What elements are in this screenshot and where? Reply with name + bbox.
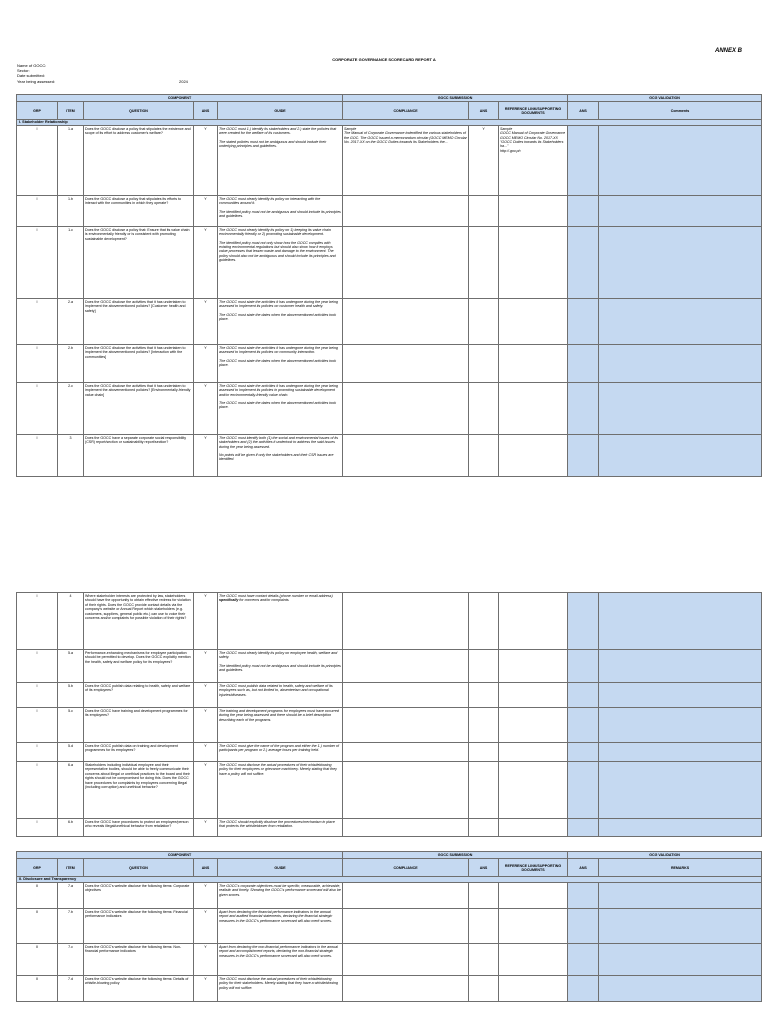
submission-ans-cell[interactable]: [469, 593, 499, 650]
ans-cell: Y: [194, 743, 218, 762]
validation-ans-cell: [568, 819, 599, 837]
question-cell: Does the GOCC's website disclose the following items: Corporate objectives: [84, 882, 194, 908]
grp-header: GRP: [17, 859, 58, 877]
guide-paragraph: Apart from declaring the non-financial performance indicators in the annual report and accomplishment reports, declaring the non-financial strategic measures in the GOCC's performance scorecard will also merit scores.: [219, 944, 338, 958]
compliance-cell[interactable]: [343, 882, 469, 908]
validation-ans-header: ANS: [568, 102, 599, 120]
validation-comments-cell: [599, 943, 762, 975]
guide-paragraph: The identified policy must not only show how the GOCC complies with existing environmental regulations but should also show how it employs value processes that lessen waste and damage to the environment. The policy should also not be ambiguous and should include its principles and guidelines.: [219, 240, 336, 263]
guide-cell: [218, 683, 343, 708]
guide-cell: [218, 943, 343, 975]
item-cell: 5.a: [58, 650, 84, 683]
submission-ans-cell[interactable]: Y: [469, 125, 499, 195]
table-row: [17, 593, 762, 650]
compliance-cell[interactable]: Sample The Manual of Corporate Governance indentified the various stakeholders of the GOC. The GOCC issued a memorandum circular (GOCC MEMO Circular No. 2017-XX on the GOCC Duties towards its Stakeholders the...: [343, 125, 469, 195]
table-row: [17, 882, 762, 908]
validation-ans-cell: [568, 382, 599, 434]
grp-cell: I: [17, 195, 58, 226]
submission-ans-header: ANS: [469, 859, 499, 877]
submission-ans-cell[interactable]: [469, 298, 499, 344]
item-cell: 6.a: [58, 762, 84, 819]
submission-ans-cell[interactable]: [469, 195, 499, 226]
item-cell: 2.c: [58, 382, 84, 434]
validation-ans-cell: [568, 298, 599, 344]
item-cell: 1.b: [58, 195, 84, 226]
table-row: [17, 975, 762, 1001]
item-cell: 4: [58, 593, 84, 650]
compliance-cell[interactable]: [343, 226, 469, 298]
guide-paragraph: The GOCC's corporate objectives must be specific, measurable, achievable, realistic and timely. Showing the GOCC's performance scorecard will also be given scores.: [219, 883, 341, 897]
question-cell: Does the GOCC disclose the activities that it has undertaken to implement the abovementioned policies? [Interaction with the communities]: [84, 344, 194, 382]
table-row: [17, 226, 762, 298]
question-cell: Does the GOCC have a separate corporate social responsibility (CSR) report/section or sustainability report/section?: [84, 434, 194, 476]
guide-cell: [218, 819, 343, 837]
compliance-cell[interactable]: [343, 819, 469, 837]
reference-cell[interactable]: [499, 195, 568, 226]
ans-cell: Y: [194, 344, 218, 382]
validation-ans-cell: [568, 226, 599, 298]
submission-ans-cell[interactable]: [469, 882, 499, 908]
grp-cell: I: [17, 743, 58, 762]
guide-paragraph: No points will be given if only the stakeholders and their CSR issues are identified.: [219, 453, 334, 462]
ans-cell: Y: [194, 819, 218, 837]
ans-cell: Y: [194, 908, 218, 943]
question-cell: Does the GOCC disclose the activities that it has undertaken to implement the abovementioned policies? [Customer health and safety]: [84, 298, 194, 344]
guide-paragraph: The identified policy must not be ambiguous and should include its principles and guidelines.: [219, 663, 341, 673]
grp-cell: I: [17, 650, 58, 683]
item-cell: 1.a: [58, 125, 84, 195]
reference-cell[interactable]: [499, 344, 568, 382]
annex-label: ANNEX B: [714, 48, 742, 54]
question-header: QUESTION: [84, 859, 194, 877]
guide-paragraph: The GOCC must state the activities it has undergone during the year being assessed to implement its policies on customer health and safety.: [219, 299, 338, 309]
section-title: I. Stakeholder Relationship: [17, 120, 762, 125]
gcg-validation-group-header: GCG VALIDATION: [568, 95, 762, 102]
meta-year-assessed: [17, 78, 188, 84]
validation-comments-cell: [599, 125, 762, 195]
validation-comments-cell: [599, 743, 762, 762]
validation-comments-cell: [599, 434, 762, 476]
guide-paragraph: The GOCC must disclose the actual procedures of their whistleblowing policy for their stakeholders. Merely stating that they have a whistleblowing policy will not suffice.: [219, 976, 338, 990]
gocc-submission-group-header: GOCC SUBMISSION: [343, 95, 568, 102]
ans-cell: Y: [194, 125, 218, 195]
submission-ans-cell[interactable]: [469, 650, 499, 683]
validation-ans-cell: [568, 650, 599, 683]
reference-cell[interactable]: [499, 708, 568, 743]
guide-paragraph: The GOCC must have contact details (phone number or email address) specifically for concerns and/or complaints.: [219, 594, 333, 603]
ans-header: ANS: [194, 102, 218, 120]
table3-header: [17, 852, 762, 883]
submission-ans-cell[interactable]: [469, 762, 499, 819]
reference-cell[interactable]: [499, 762, 568, 819]
question-cell: Does the GOCC's website disclose the following items: Financial performance indicators: [84, 908, 194, 943]
table3-body: [17, 882, 762, 1001]
guide-header: GUIDE: [218, 102, 343, 120]
question-cell: Does the GOCC publish data on training and development programmes for its employees?: [84, 743, 194, 762]
grp-cell: I: [17, 708, 58, 743]
validation-ans-cell: [568, 434, 599, 476]
item-cell: 7.a: [58, 882, 84, 908]
guide-paragraph: The GOCC must publish data related to health, safety and welfare of its employees such as, but not limited to, absenteeism and occupational injuries/diseases.: [219, 684, 333, 697]
validation-comments-cell: [599, 819, 762, 837]
guide-cell: [218, 195, 343, 226]
reference-cell[interactable]: [499, 298, 568, 344]
section-title: II. Disclosure and Transparency: [17, 877, 762, 882]
table-row: [17, 434, 762, 476]
table-row: [17, 382, 762, 434]
validation-comments-cell: [599, 708, 762, 743]
guide-cell: [218, 743, 343, 762]
meta-year-label: Year being assessed:: [17, 78, 56, 84]
grp-cell: I: [17, 344, 58, 382]
question-cell: Performance-enhancing mechanisms for employee participation should be permitted to develop. Does the GOCC explicitly mention the health, safety and welfare policy for its employees?: [84, 650, 194, 683]
grp-cell: I: [17, 298, 58, 344]
report-title: CORPORATE GOVERNANCE SCORECARD REPORT A: [332, 57, 436, 62]
table-row: [17, 762, 762, 819]
guide-paragraph: The training and development programs for employees must have occurred during the year being assessed and there should be a brief description describing each of the programs.: [219, 709, 339, 722]
item-header: ITEM: [58, 859, 84, 877]
ans-cell: Y: [194, 762, 218, 819]
question-cell: Where stakeholder interests are protected by law, stakeholders should have the opportunity to obtain effective redress for violation of their rights. Does the GOCC provide contact details via the company's website or Annual Report which stakeholders (e.g. customers, suppliers, general public etc.) can use to voice their concerns and/or complaints for possible violation of their rights?: [84, 593, 194, 650]
question-cell: Does the GOCC disclose the activities that it has undertaken to implement the abovementioned policies? [Environmentally-friendly value chain]: [84, 382, 194, 434]
submission-ans-cell[interactable]: [469, 743, 499, 762]
grp-header: GRP: [17, 102, 58, 120]
validation-ans-cell: [568, 882, 599, 908]
table-row: [17, 908, 762, 943]
compliance-cell[interactable]: [343, 683, 469, 708]
item-cell: 7.b: [58, 908, 84, 943]
reference-cell[interactable]: [499, 908, 568, 943]
guide-paragraph: The GOCC must 1.) identify its stakeholders and 2.) state the policies that were created for the welfare of its customers.: [219, 126, 337, 136]
question-cell: Stakeholders including individual employee and their representative bodies, should be able to freely communicate their concerns about illegal or unethical practices to the board and their rights should not be compromised for doing this. Does the GOCC have procedures for complaints by employees concerning illegal (including corruption) and unethical behavior?: [84, 762, 194, 819]
gocc-submission-group-header: GOCC SUBMISSION: [343, 852, 568, 859]
grp-cell: I: [17, 226, 58, 298]
guide-cell: [218, 882, 343, 908]
ans-cell: Y: [194, 683, 218, 708]
guide-paragraph: Apart from declaring the financial performance indicators in the annual report and audited financial statements, declaring the financial strategic measures in the GOCC's performance scorecard will also merit scores.: [219, 909, 333, 923]
meta-sector: Sector:: [17, 68, 30, 74]
guide-cell: [218, 382, 343, 434]
reference-cell[interactable]: [499, 683, 568, 708]
compliance-cell[interactable]: [343, 650, 469, 683]
submission-ans-cell[interactable]: [469, 975, 499, 1001]
grp-cell: I: [17, 819, 58, 837]
reference-cell[interactable]: [499, 226, 568, 298]
grp-cell: II: [17, 882, 58, 908]
compliance-cell[interactable]: [343, 743, 469, 762]
guide-paragraph: The GOCC must state the activities it has undergone during the year being assessed to implement its policies in promoting sustainable development and/or environmentally-friendly value chain.: [219, 383, 338, 397]
guide-paragraph: The GOCC must state the dates when the abovementioned activities took place.: [219, 401, 337, 410]
item-cell: 5.c: [58, 708, 84, 743]
table1-header: [17, 95, 762, 126]
meta-year-value: 2024: [179, 78, 188, 84]
compliance-cell[interactable]: [343, 382, 469, 434]
item-header: ITEM: [58, 102, 84, 120]
validation-ans-cell: [568, 593, 599, 650]
meta-gocc-name: Name of GOCC:: [17, 63, 47, 68]
guide-cell: [218, 434, 343, 476]
guide-cell: [218, 226, 343, 298]
ans-cell: Y: [194, 650, 218, 683]
reference-cell[interactable]: Sample GOCC Manual of Corporate Governance GOCC MEMO Circular No. 2017-XX "GOCC Duties towards its Stakeholders ha..." http://.gov.ph: [499, 125, 568, 195]
ans-cell: Y: [194, 593, 218, 650]
item-cell: 2.b: [58, 344, 84, 382]
guide-paragraph: The GOCC must clearly identify its policy on employee health, welfare and safety.: [219, 651, 338, 660]
validation-comments-cell: [599, 683, 762, 708]
guide-paragraph: The GOCC must state the dates when the abovementioned activities took place.: [219, 312, 337, 322]
submission-ans-cell[interactable]: [469, 819, 499, 837]
question-cell: Does the GOCC disclose a policy that stipulates the existence and scope of its effort to address customer's welfare?: [84, 125, 194, 195]
reference-cell[interactable]: [499, 650, 568, 683]
remarks-header: REMARKS: [599, 859, 762, 877]
reference-cell[interactable]: [499, 975, 568, 1001]
reference-cell[interactable]: [499, 743, 568, 762]
ans-cell: Y: [194, 434, 218, 476]
validation-ans-cell: [568, 975, 599, 1001]
grp-cell: II: [17, 908, 58, 943]
component-group-header: COMPONENT: [17, 95, 343, 102]
question-header: QUESTION: [84, 102, 194, 120]
ans-cell: Y: [194, 382, 218, 434]
question-cell: Does the GOCC have training and development programmes for its employees?: [84, 708, 194, 743]
guide-cell: [218, 298, 343, 344]
question-cell: Does the GOCC publish data relating to health, safety and welfare of its employees?: [84, 683, 194, 708]
compliance-cell[interactable]: [343, 908, 469, 943]
guide-paragraph: The GOCC must clearly identify its policy on interacting with the communities around it.: [219, 196, 321, 206]
compliance-cell[interactable]: [343, 708, 469, 743]
submission-ans-cell[interactable]: [469, 708, 499, 743]
guide-paragraph: The GOCC must state the dates when the abovementioned activities took place.: [219, 358, 337, 368]
item-cell: 6.b: [58, 819, 84, 837]
table-row: [17, 650, 762, 683]
validation-ans-cell: [568, 743, 599, 762]
table-row: [17, 125, 762, 195]
compliance-header: COMPLIANCE: [343, 102, 469, 120]
compliance-cell[interactable]: [343, 298, 469, 344]
compliance-cell[interactable]: [343, 975, 469, 1001]
validation-ans-cell: [568, 125, 599, 195]
item-cell: 7.c: [58, 943, 84, 975]
validation-comments-cell: [599, 298, 762, 344]
validation-comments-cell: [599, 195, 762, 226]
table-row: [17, 743, 762, 762]
scorecard-table-disclosure: [16, 851, 762, 1002]
validation-comments-cell: [599, 382, 762, 434]
guide-paragraph: The identified policy must not be ambiguous and should include its principles and guidelines.: [219, 209, 341, 219]
guide-paragraph: The GOCC should explicitly disclose the procedures/mechanism in place that protects the whistleblower from retaliation.: [219, 820, 335, 829]
submission-ans-cell[interactable]: [469, 382, 499, 434]
reference-cell[interactable]: [499, 943, 568, 975]
guide-cell: [218, 344, 343, 382]
question-cell: Does the GOCC disclose a policy that stipulates its efforts to interact with the communities in which they operate?: [84, 195, 194, 226]
ans-cell: Y: [194, 195, 218, 226]
submission-ans-cell[interactable]: [469, 908, 499, 943]
component-group-header: COMPONENT: [17, 852, 343, 859]
submission-ans-cell[interactable]: [469, 943, 499, 975]
validation-ans-cell: [568, 683, 599, 708]
table-row: [17, 298, 762, 344]
compliance-cell[interactable]: [343, 762, 469, 819]
submission-ans-cell[interactable]: [469, 434, 499, 476]
guide-paragraph: The stated policies must not be ambiguous and should include their underlying principles and guidelines.: [219, 139, 327, 149]
ans-cell: Y: [194, 226, 218, 298]
scorecard-table-stakeholders: [16, 94, 762, 477]
item-cell: 1.c: [58, 226, 84, 298]
guide-cell: [218, 708, 343, 743]
grp-cell: II: [17, 943, 58, 975]
grp-cell: I: [17, 382, 58, 434]
validation-comments-cell: [599, 593, 762, 650]
validation-comments-cell: [599, 650, 762, 683]
submission-ans-cell[interactable]: [469, 683, 499, 708]
ans-header: ANS: [194, 859, 218, 877]
reference-header: REFERENCE LINK/SUPPORTING DOCUMENTS: [499, 859, 568, 877]
compliance-cell[interactable]: [343, 344, 469, 382]
validation-comments-cell: [599, 882, 762, 908]
report-meta: [17, 63, 188, 84]
reference-header: REFERENCE LINK/SUPPORTING DOCUMENTS: [499, 102, 568, 120]
reference-cell[interactable]: [499, 434, 568, 476]
guide-paragraph: The GOCC must clearly identify its policy on 1) keeping its value chain environmentally friendly or 2) promoting sustainable development.: [219, 227, 331, 237]
item-cell: 2.a: [58, 298, 84, 344]
guide-cell: [218, 762, 343, 819]
grp-cell: I: [17, 125, 58, 195]
comments-header: Comments: [599, 102, 762, 120]
submission-ans-cell[interactable]: [469, 226, 499, 298]
table2-body: [17, 593, 762, 837]
compliance-cell[interactable]: [343, 434, 469, 476]
validation-ans-cell: [568, 708, 599, 743]
validation-ans-cell: [568, 762, 599, 819]
reference-cell[interactable]: [499, 882, 568, 908]
grp-cell: I: [17, 434, 58, 476]
compliance-header: COMPLIANCE: [343, 859, 469, 877]
item-cell: 3: [58, 434, 84, 476]
question-cell: Does the GOCC disclose a policy that: Ensure that its value chain is environmentally friendly or is consistent with promoting sustainable development?: [84, 226, 194, 298]
question-cell: Does the GOCC have procedures to protect an employee/person who reveals illegal/unethical behavior from retaliation?: [84, 819, 194, 837]
guide-paragraph: The GOCC must disclose the actual procedures of their whistleblowing policy for their employees or grievance machinery. Merely stating that they have a policy will not suffice.: [219, 763, 337, 776]
reference-cell[interactable]: [499, 382, 568, 434]
grp-cell: II: [17, 975, 58, 1001]
guide-cell: [218, 125, 343, 195]
table-row: [17, 943, 762, 975]
item-cell: 7.d: [58, 975, 84, 1001]
compliance-cell[interactable]: [343, 593, 469, 650]
validation-ans-cell: [568, 908, 599, 943]
grp-cell: I: [17, 593, 58, 650]
guide-cell: [218, 908, 343, 943]
validation-comments-cell: [599, 908, 762, 943]
submission-ans-cell[interactable]: [469, 344, 499, 382]
item-cell: 5.b: [58, 683, 84, 708]
validation-comments-cell: [599, 762, 762, 819]
guide-cell: [218, 975, 343, 1001]
submission-ans-header: ANS: [469, 102, 499, 120]
meta-date-submitted: Date submitted:: [17, 73, 46, 79]
guide-header: GUIDE: [218, 859, 343, 877]
gcg-validation-group-header: GCG VALIDATION: [568, 852, 762, 859]
table-row: [17, 195, 762, 226]
guide-paragraph: The GOCC must give the name of the program and either the 1.) number of participants per program or 2.) average hours per training held.: [219, 744, 340, 753]
table-row: [17, 819, 762, 837]
guide-cell: [218, 650, 343, 683]
table-row: [17, 683, 762, 708]
validation-comments-cell: [599, 975, 762, 1001]
grp-cell: I: [17, 683, 58, 708]
question-cell: Does the GOCC's website disclose the following items: Non-financial performance indicators: [84, 943, 194, 975]
ans-cell: Y: [194, 943, 218, 975]
ans-cell: Y: [194, 298, 218, 344]
table1-body: [17, 125, 762, 476]
validation-comments-cell: [599, 226, 762, 298]
grp-cell: I: [17, 762, 58, 819]
validation-ans-cell: [568, 943, 599, 975]
validation-ans-header: ANS: [568, 859, 599, 877]
question-cell: Does the GOCC's website disclose the following items: Details of whistle-blowing policy: [84, 975, 194, 1001]
guide-cell: [218, 593, 343, 650]
table-row: [17, 708, 762, 743]
guide-paragraph: The GOCC must state the activities it has undergone during the year being assessed to implement its policies on community interaction.: [219, 345, 338, 355]
validation-ans-cell: [568, 195, 599, 226]
validation-comments-cell: [599, 344, 762, 382]
item-cell: 5.d: [58, 743, 84, 762]
compliance-cell[interactable]: [343, 943, 469, 975]
validation-ans-cell: [568, 344, 599, 382]
reference-cell[interactable]: [499, 593, 568, 650]
scorecard-table-stakeholders-continued: [16, 592, 762, 837]
ans-cell: Y: [194, 975, 218, 1001]
compliance-cell[interactable]: [343, 195, 469, 226]
ans-cell: Y: [194, 882, 218, 908]
table-row: [17, 344, 762, 382]
guide-paragraph: The GOCC must identify both (1) the social and environmental issues of its stakeholders and (2) the activities it undertook to address the said issues during the year being assessed.: [219, 435, 339, 449]
ans-cell: Y: [194, 708, 218, 743]
reference-cell[interactable]: [499, 819, 568, 837]
